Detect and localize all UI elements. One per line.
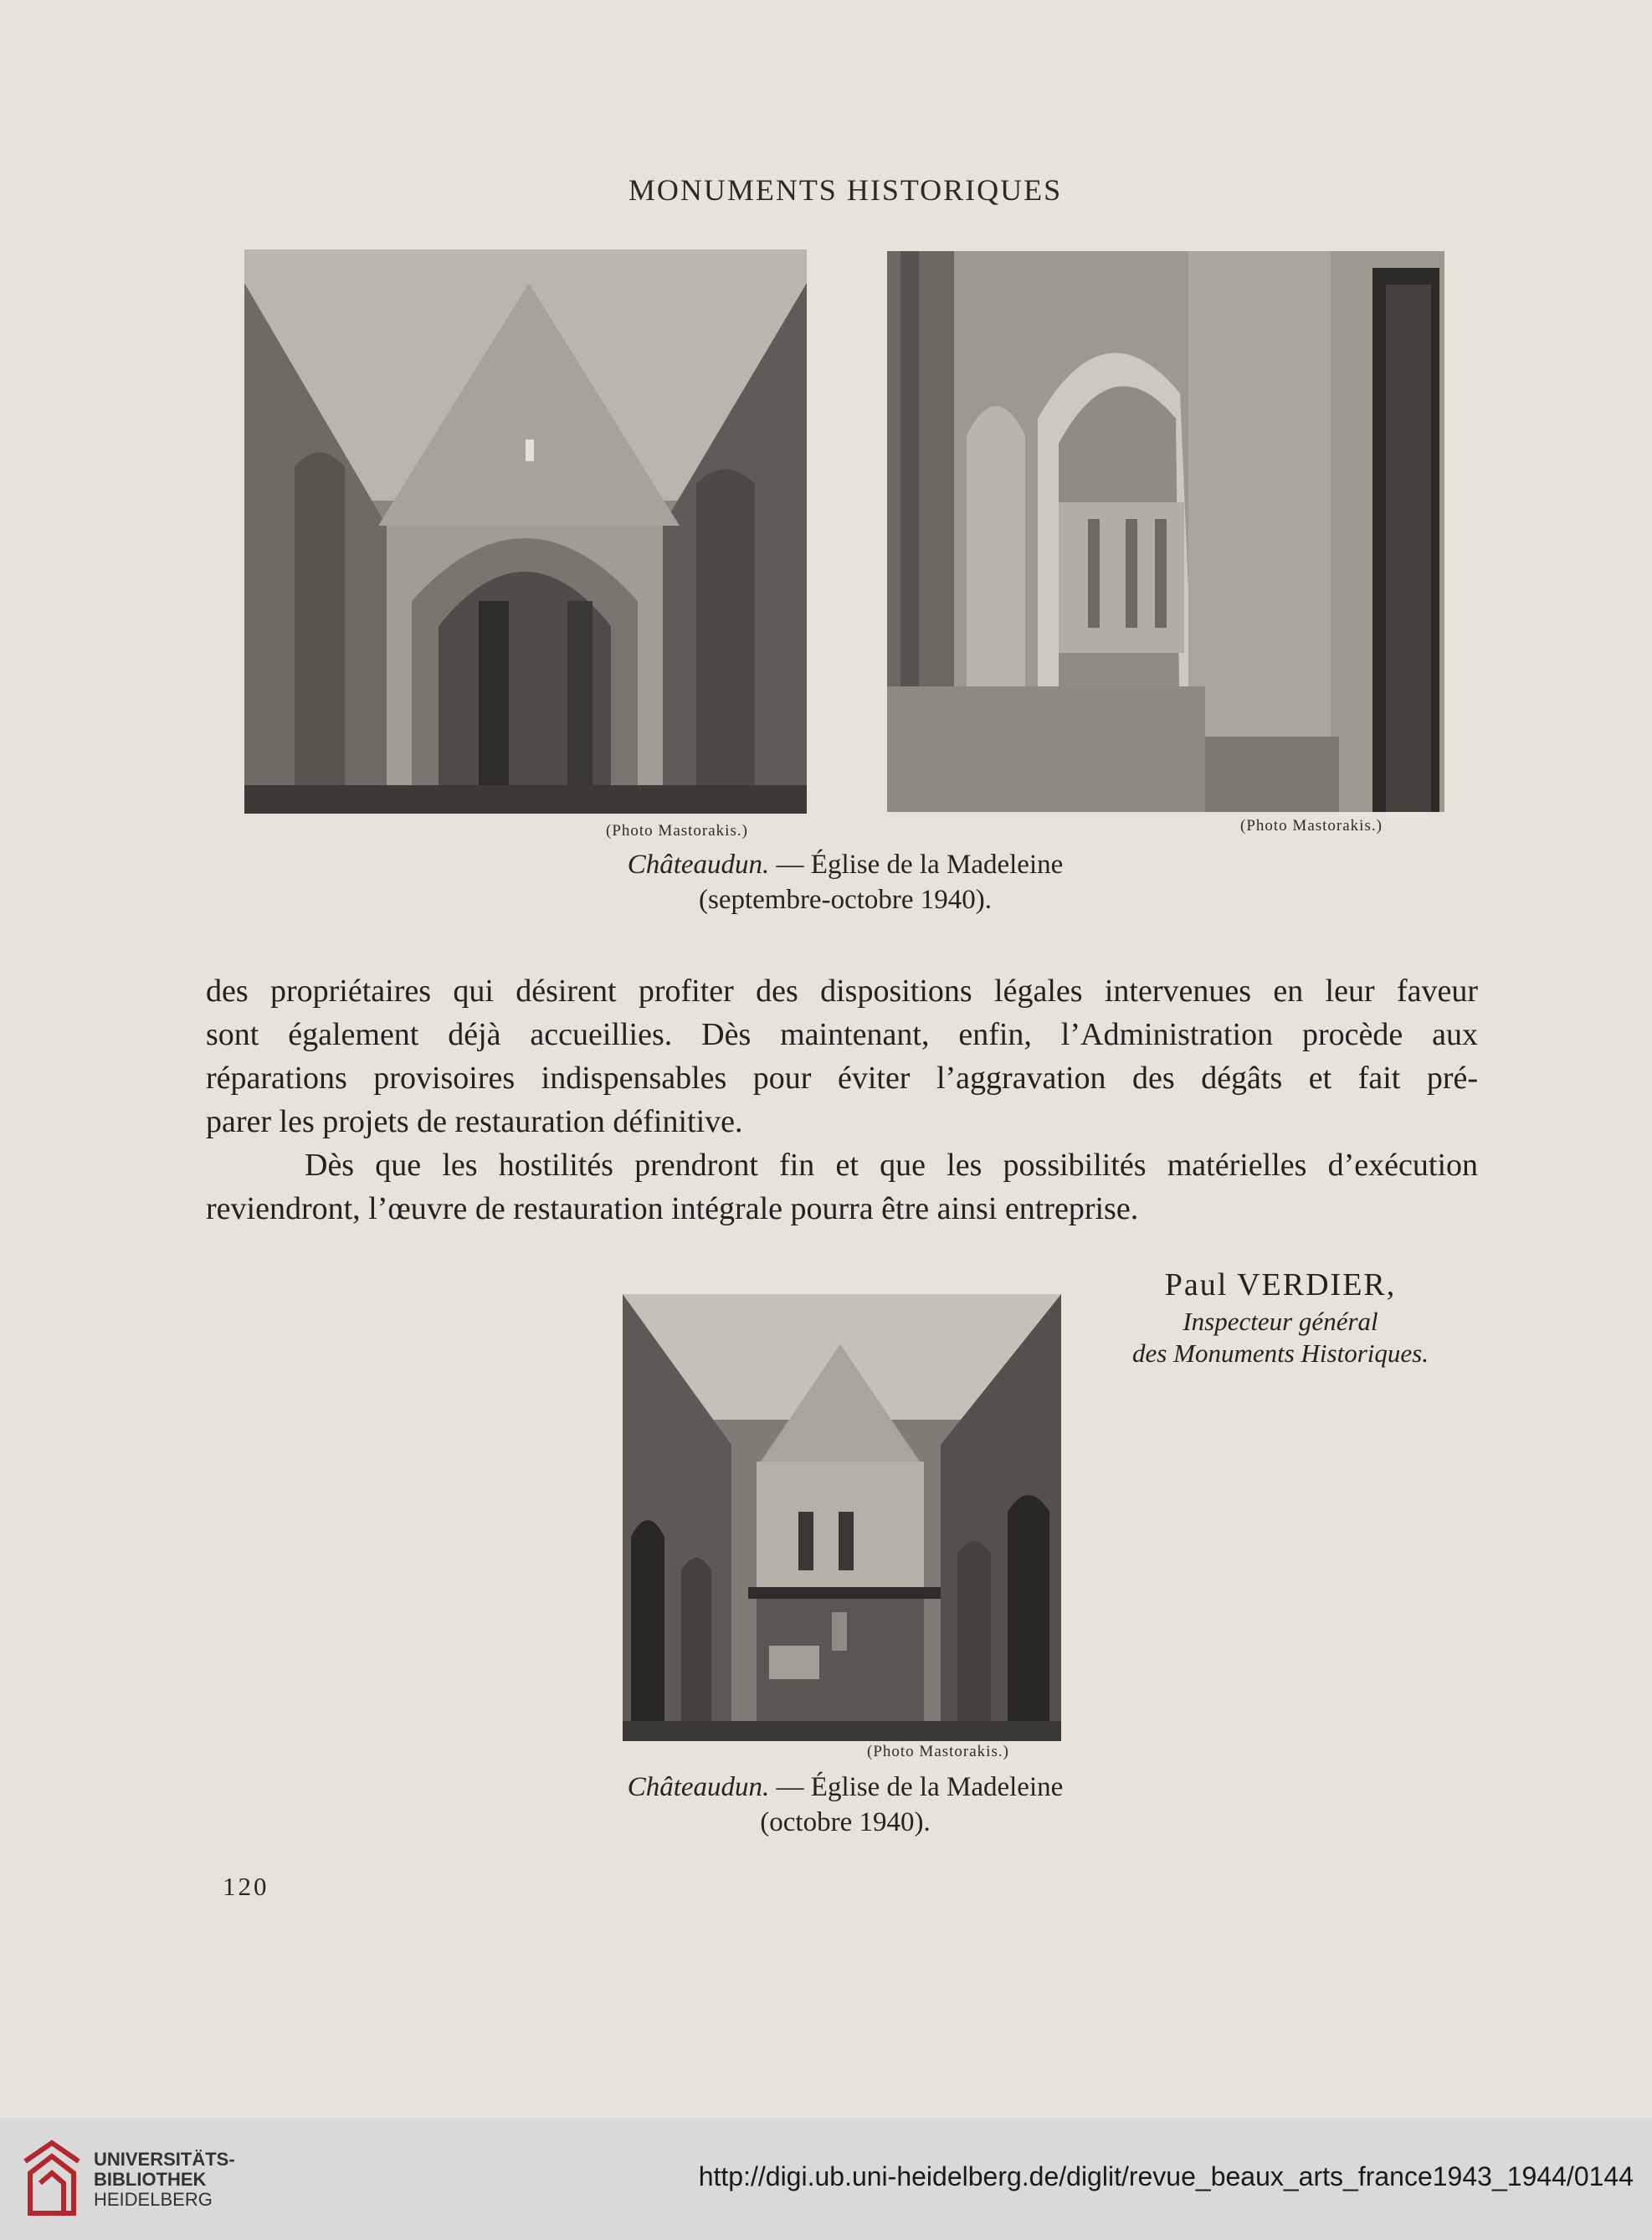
caption-place: Châteaudun.	[627, 1772, 770, 1802]
caption-line	[544, 1770, 1147, 1805]
library-name	[94, 2150, 235, 2210]
text-line: parer les projets de restauration définitive.	[206, 1104, 743, 1139]
figure-caption	[544, 847, 1147, 917]
photo-credit: (Photo Mastorakis.)	[606, 822, 748, 840]
photo-credit: (Photo Mastorakis.)	[1240, 817, 1383, 835]
text-line: réparations provisoires indispensables pour éviter l’aggravation des dégâts et fait pré-	[206, 1061, 1478, 1096]
photo-credit: (Photo Mastorakis.)	[867, 1743, 1009, 1760]
author-title: des Monuments Historiques.	[1132, 1338, 1429, 1368]
library-logo-icon	[18, 2136, 85, 2223]
body-text	[206, 969, 1478, 1230]
caption-line	[544, 847, 1147, 882]
author-title: Inspecteur général	[1183, 1307, 1378, 1336]
signature-block	[1105, 1264, 1456, 1369]
caption-date: (septembre-octobre 1940).	[698, 885, 993, 915]
text-line: reviendront, l’œuvre de restauration intégrale pourra être ainsi entreprise.	[206, 1191, 1139, 1226]
caption-place: Châteaudun.	[627, 850, 770, 880]
caption-text: — Église de la Madeleine	[769, 850, 1064, 880]
photo-nave-long	[623, 1294, 1061, 1741]
library-name-line: HEIDELBERG	[94, 2189, 213, 2210]
library-name-line: UNIVERSITÄTS-	[94, 2149, 235, 2170]
page-number: 120	[223, 1872, 269, 1901]
library-name-line: BIBLIOTHEK	[94, 2169, 207, 2190]
figure-caption	[544, 1770, 1147, 1840]
paragraph	[206, 969, 1478, 1143]
caption-text: — Église de la Madeleine	[769, 1772, 1064, 1802]
photo-nave-gable	[244, 249, 807, 814]
photo-arch-interior	[887, 251, 1444, 812]
paragraph	[206, 1143, 1478, 1230]
footer-bar	[0, 2118, 1652, 2240]
text-line: des propriétaires qui désirent profiter des dispositions légales intervenues en leur faveur	[206, 974, 1478, 1009]
text-line: Dès que les hostilités prendront fin et que les possibilités matérielles d’exécution	[305, 1148, 1478, 1183]
running-head: MONUMENTS HISTORIQUES	[628, 173, 1063, 207]
caption-date: (octobre 1940).	[760, 1807, 931, 1837]
source-url-link[interactable]: http://digi.ub.uni-heidelberg.de/diglit/revue_beaux_arts_france1943_1944/0144	[698, 2161, 1634, 2191]
author-name: Paul VERDIER,	[1164, 1267, 1397, 1302]
text-line: sont également déjà accueillies. Dès maintenant, enfin, l’Administration procède aux	[206, 1017, 1478, 1052]
